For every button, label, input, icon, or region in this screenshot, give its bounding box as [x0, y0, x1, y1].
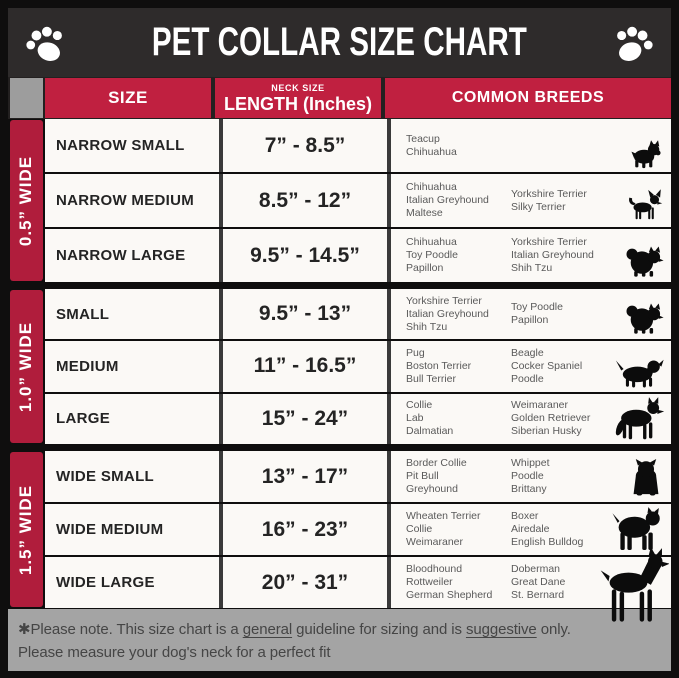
breed-name: Papillon	[511, 314, 549, 327]
breed-name: English Bulldog	[511, 536, 584, 548]
breed-name: Yorkshire Terrier	[511, 187, 587, 200]
doberman-icon	[597, 547, 669, 625]
corner-cell	[10, 78, 43, 118]
breed-name: Papillon	[406, 262, 444, 274]
size-name: SMALL	[56, 305, 110, 323]
breed-name: Siberian Husky	[511, 425, 582, 438]
breed-name: Bloodhound	[406, 563, 463, 575]
breed-name: Pug	[406, 346, 425, 359]
width-group-label: 1.0” WIDE	[16, 321, 36, 412]
neck-length-range: 9.5” - 13”	[258, 302, 352, 326]
breed-name: Yorkshire Terrier	[406, 294, 482, 307]
breed-name: St. Bernard	[511, 589, 565, 601]
breed-name: Wheaten Terrier	[406, 510, 481, 522]
paw-icon	[613, 26, 655, 64]
breed-name: Lab	[406, 412, 424, 425]
footnote-line1	[18, 618, 671, 641]
size-name: NARROW LARGE	[56, 247, 186, 264]
yorkie-icon	[627, 138, 665, 169]
breed-name: Boston Terrier	[406, 359, 472, 372]
breed-name: Great Dane	[511, 576, 566, 588]
breed-list	[511, 347, 582, 386]
breed-name: Doberman	[511, 563, 561, 575]
neck-length-range: 16” - 23”	[261, 517, 349, 541]
table-row	[45, 451, 671, 502]
footnote-underlined-word: suggestive	[465, 621, 537, 638]
breed-name: Greyhound	[406, 483, 458, 495]
neck-size-label: NECK SIZE	[271, 82, 325, 93]
breed-name: Teacup	[406, 132, 440, 145]
neck-length-range: 8.5” - 12”	[258, 188, 352, 212]
neck-length-range: 11” - 16.5”	[253, 354, 357, 378]
breed-list	[511, 563, 565, 602]
size-name: NARROW MEDIUM	[56, 192, 195, 209]
page-title: PET COLLAR SIZE CHART	[152, 20, 527, 64]
table-row	[45, 174, 671, 227]
column-header-length	[215, 78, 381, 118]
breed-name: Whippet	[511, 457, 550, 469]
breed-list	[406, 510, 481, 549]
length-inches-label: LENGTH (Inches)	[223, 93, 372, 114]
table-row	[45, 341, 671, 391]
pitbull-icon	[609, 506, 665, 552]
breed-name: German Shepherd	[406, 589, 493, 601]
breed-name: Italian Greyhound	[511, 249, 594, 261]
breed-list	[511, 399, 590, 438]
breed-name: Shih Tzu	[511, 262, 553, 274]
breed-name: Boxer	[511, 510, 539, 522]
breed-name: Dalmatian	[406, 425, 454, 438]
table-row	[45, 289, 671, 339]
neck-length-range: 7” - 8.5”	[264, 133, 346, 157]
breed-list	[406, 236, 458, 275]
spaniel-icon	[613, 352, 665, 389]
size-name: LARGE	[56, 410, 110, 428]
breed-list	[406, 181, 489, 220]
width-group-strip	[10, 120, 43, 281]
title-band	[8, 8, 671, 77]
breed-name: Silky Terrier	[511, 200, 566, 213]
footnote-text: guideline for sizing and is	[292, 621, 466, 638]
neck-length-range: 9.5” - 14.5”	[250, 243, 360, 267]
breed-list	[511, 510, 583, 549]
breed-name: Shih Tzu	[406, 320, 448, 333]
bulldog-icon	[627, 457, 665, 499]
breed-name: Poodle	[511, 470, 544, 482]
size-name: MEDIUM	[56, 357, 119, 375]
breed-name: Maltese	[406, 207, 443, 219]
breed-list	[406, 133, 457, 159]
width-group-label: 0.5” WIDE	[16, 155, 36, 246]
breed-name: Collie	[406, 523, 433, 535]
breed-name: Toy Poodle	[511, 301, 563, 314]
table-row	[45, 504, 671, 555]
breed-list	[406, 399, 453, 438]
breed-name: Yorkshire Terrier	[511, 236, 587, 248]
size-name: WIDE MEDIUM	[56, 521, 164, 538]
width-group-label: 1.5” WIDE	[16, 484, 36, 575]
shepherd-icon	[611, 397, 665, 441]
table-row	[45, 119, 671, 172]
footnote	[8, 609, 671, 671]
breed-list	[406, 295, 489, 334]
breed-list	[406, 347, 471, 386]
width-group	[8, 451, 671, 608]
breed-name: Beagle	[511, 346, 544, 359]
neck-length-range: 15” - 24”	[261, 406, 349, 430]
breed-list	[511, 236, 594, 275]
size-name: WIDE LARGE	[56, 574, 155, 591]
width-group	[8, 119, 671, 282]
breed-name: Pit Bull	[406, 470, 439, 482]
pomeranian-icon	[623, 242, 665, 279]
column-header-size: SIZE	[45, 78, 211, 118]
width-group	[8, 289, 671, 444]
size-name: NARROW SMALL	[56, 137, 185, 154]
breed-name: Brittany	[511, 483, 547, 495]
column-header-breeds: COMMON BREEDS	[385, 78, 671, 118]
breed-name: Collie	[406, 399, 433, 412]
breed-name: Cocker Spaniel	[511, 359, 583, 372]
breed-list	[511, 188, 587, 214]
breed-list	[406, 563, 492, 602]
breed-list	[406, 457, 467, 496]
footnote-line2: Please measure your dog's neck for a perfect fit	[18, 644, 331, 661]
pomeranian-icon	[623, 299, 665, 336]
breed-name: Rottweiler	[406, 576, 453, 588]
breed-name: Border Collie	[406, 457, 467, 469]
breed-name: Airedale	[511, 523, 550, 535]
breed-name: Golden Retriever	[511, 412, 591, 425]
paw-icon	[24, 26, 66, 64]
breed-name: Poodle	[511, 372, 544, 385]
breed-name: Italian Greyhound	[406, 194, 489, 206]
table-row	[45, 394, 671, 444]
footnote-text: ✱Please note. This size chart is a	[18, 621, 243, 638]
breed-name: Italian Greyhound	[406, 307, 489, 320]
breed-name: Weimaraner	[406, 536, 463, 548]
footnote-text: only.	[536, 621, 571, 638]
breed-name: Weimaraner	[511, 399, 568, 412]
width-group-strip	[10, 452, 43, 607]
breed-list	[511, 457, 550, 496]
size-name: WIDE SMALL	[56, 468, 154, 485]
chihuahua-icon	[623, 188, 665, 224]
table-header-row	[8, 77, 671, 119]
breed-name: Toy Poodle	[406, 249, 458, 261]
breed-name: Chihuahua	[406, 181, 457, 193]
breed-list	[511, 301, 563, 327]
breed-name: Chihuahua	[406, 236, 457, 248]
width-group-strip	[10, 290, 43, 443]
breed-name: Chihuahua	[406, 145, 457, 158]
table-row	[45, 557, 671, 608]
footnote-underlined-word: general	[242, 621, 293, 638]
breed-name: Bull Terrier	[406, 372, 456, 385]
neck-length-range: 13” - 17”	[261, 464, 349, 488]
neck-length-range: 20” - 31”	[261, 570, 349, 594]
table-row	[45, 229, 671, 282]
